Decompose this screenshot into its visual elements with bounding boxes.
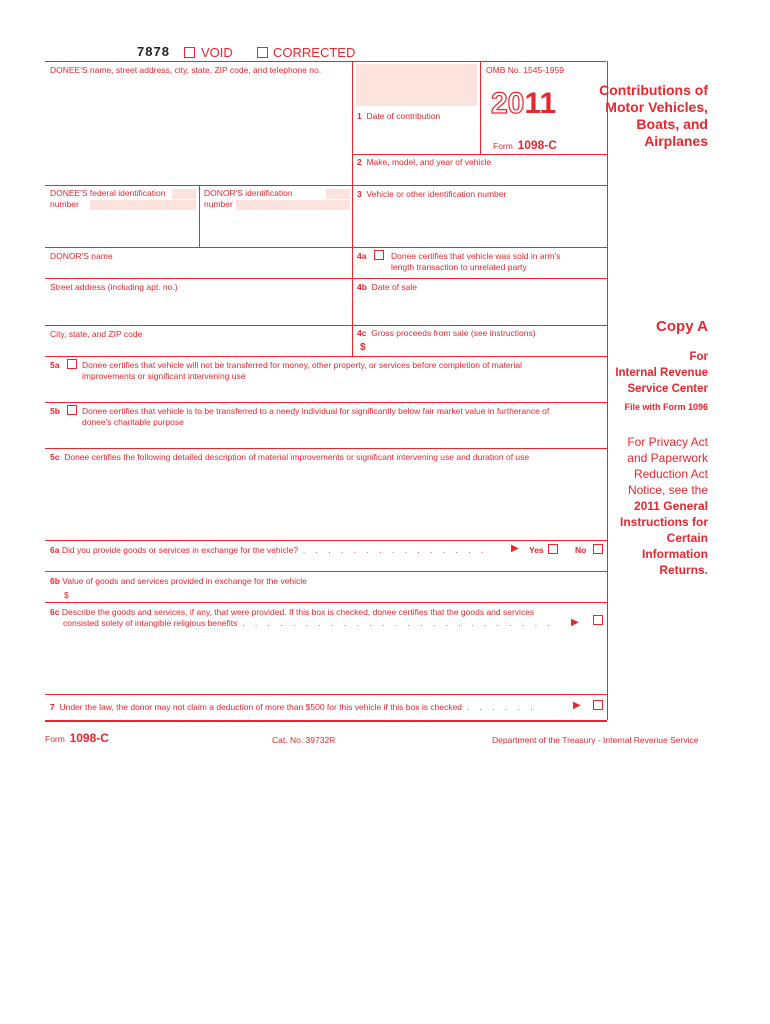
box5b-checkbox[interactable] [67, 405, 77, 415]
donee-fid-shaded-tail [172, 189, 196, 199]
box6a-arrow-icon: ▶ [511, 543, 519, 554]
box4c-label: 4c Gross proceeds from sale (see instructions) [357, 328, 536, 338]
donee-fid-label: DONEE'S federal identification number [50, 188, 166, 209]
date-of-contribution-field[interactable] [354, 124, 478, 152]
void-checkbox[interactable] [184, 47, 195, 58]
box4a-checkbox[interactable] [374, 250, 384, 260]
box7-checkbox[interactable] [593, 700, 603, 710]
file-with-form-1096: File with Form 1096 [624, 402, 708, 412]
footer-form-id: Form 1098-C [45, 731, 109, 745]
donor-name-label: DONOR'S name [50, 251, 113, 261]
box6c-label: 6c Describe the goods and services, if any, that were provided. If this box is checked, donee certifies that the goods and services consisted solely of intangible religious benefits . . . . . . . . . . . . . . . . . . . . . . . . . [50, 607, 554, 628]
gross-proceeds-field[interactable] [372, 340, 604, 355]
street-address-field[interactable] [46, 294, 350, 324]
copy-a-title: Copy A [656, 318, 708, 335]
box4b-label: 4b Date of sale [357, 282, 418, 292]
void-label: VOID [201, 45, 233, 60]
box5a-label: Donee certifies that vehicle will not be transferred for money, other property, or services before completion of material improvements or significant intervening use [82, 360, 522, 381]
box6b-value-field[interactable] [74, 588, 604, 601]
privacy-act-notice: For Privacy Act and Paperwork Reduction Act Notice, see the 2011 General Instructions for Certain Information Returns. [619, 435, 708, 577]
omb-number: OMB No. 1545-1959 [486, 65, 564, 75]
box5c-description-field[interactable] [46, 465, 605, 539]
box6c-description-field[interactable] [46, 632, 605, 693]
box6a-yes-checkbox[interactable] [548, 544, 558, 554]
box4a-num: 4a [357, 251, 367, 261]
date-of-sale-field[interactable] [354, 294, 605, 324]
city-state-zip-field[interactable] [46, 341, 350, 355]
box6a-no-checkbox[interactable] [593, 544, 603, 554]
box4a-label: Donee certifies that vehicle was sold in arm's length transaction to unrelated party [391, 251, 561, 272]
box1-shaded-area [356, 64, 477, 106]
box7-arrow-icon: ▶ [573, 700, 581, 711]
box6b-dollar-sign: $ [64, 590, 69, 600]
box5a-num: 5a [50, 360, 60, 370]
box7-label: 7 Under the law, the donor may not claim a deduction of more than $500 for this vehicle if this box is checked . . . . . . [50, 702, 537, 712]
box6a-yes-label: Yes [529, 545, 544, 555]
box2-label: 2 Make, model, and year of vehicle [357, 157, 492, 167]
tax-year: 2011 [491, 87, 557, 120]
donee-name-field[interactable] [46, 78, 350, 183]
box6b-label: 6b Value of goods and services provided in exchange for the vehicle [50, 576, 307, 586]
donor-id-shaded [236, 200, 350, 210]
donor-id-label: DONOR'S identification number [204, 188, 293, 209]
city-state-zip-label: City, state, and ZIP code [50, 329, 143, 339]
street-address-label: Street address (including apt. no.) [50, 282, 178, 292]
donor-id-shaded-tail [326, 189, 350, 199]
box6c-checkbox[interactable] [593, 615, 603, 625]
box5b-label: Donee certifies that vehicle is to be transferred to a needy individual for significantly below fair market value in furtherance of donee's charitable purpose [82, 406, 550, 427]
box5b-num: 5b [50, 406, 60, 416]
form-title: Contributions of Motor Vehicles, Boats, and Airplanes [599, 82, 708, 149]
copy-a-for-irs: For Internal Revenue Service Center [615, 351, 708, 395]
vehicle-make-model-field[interactable] [354, 169, 605, 184]
donor-name-field[interactable] [46, 262, 350, 277]
box6a-label: 6a Did you provide goods or services in exchange for the vehicle? . . . . . . . . . . . . . . . [50, 545, 488, 555]
donee-name-label: DONEE'S name, street address, city, state, ZIP code, and telephone no. [50, 65, 322, 75]
donee-fid-shaded [90, 200, 196, 210]
box3-label: 3 Vehicle or other identification number [357, 189, 507, 199]
box5c-label: 5c Donee certifies the following detailed description of material improvements or significant intervening use and duration of use [50, 452, 530, 462]
box6c-arrow-icon: ▶ [571, 617, 579, 628]
box6a-no-label: No [575, 545, 587, 555]
corrected-checkbox[interactable] [257, 47, 268, 58]
box1-label: 1 Date of contribution [357, 111, 441, 121]
footer-cat-no: Cat. No. 39732R [272, 735, 336, 745]
box4c-dollar-sign: $ [360, 342, 366, 353]
form-code-number: 7878 [137, 44, 170, 59]
vehicle-id-field[interactable] [354, 202, 605, 246]
corrected-label: CORRECTED [273, 45, 356, 60]
footer-department: Department of the Treasury - Internal Revenue Service [492, 735, 699, 745]
form-id-header: Form 1098-C [493, 138, 557, 152]
box5a-checkbox[interactable] [67, 359, 77, 369]
